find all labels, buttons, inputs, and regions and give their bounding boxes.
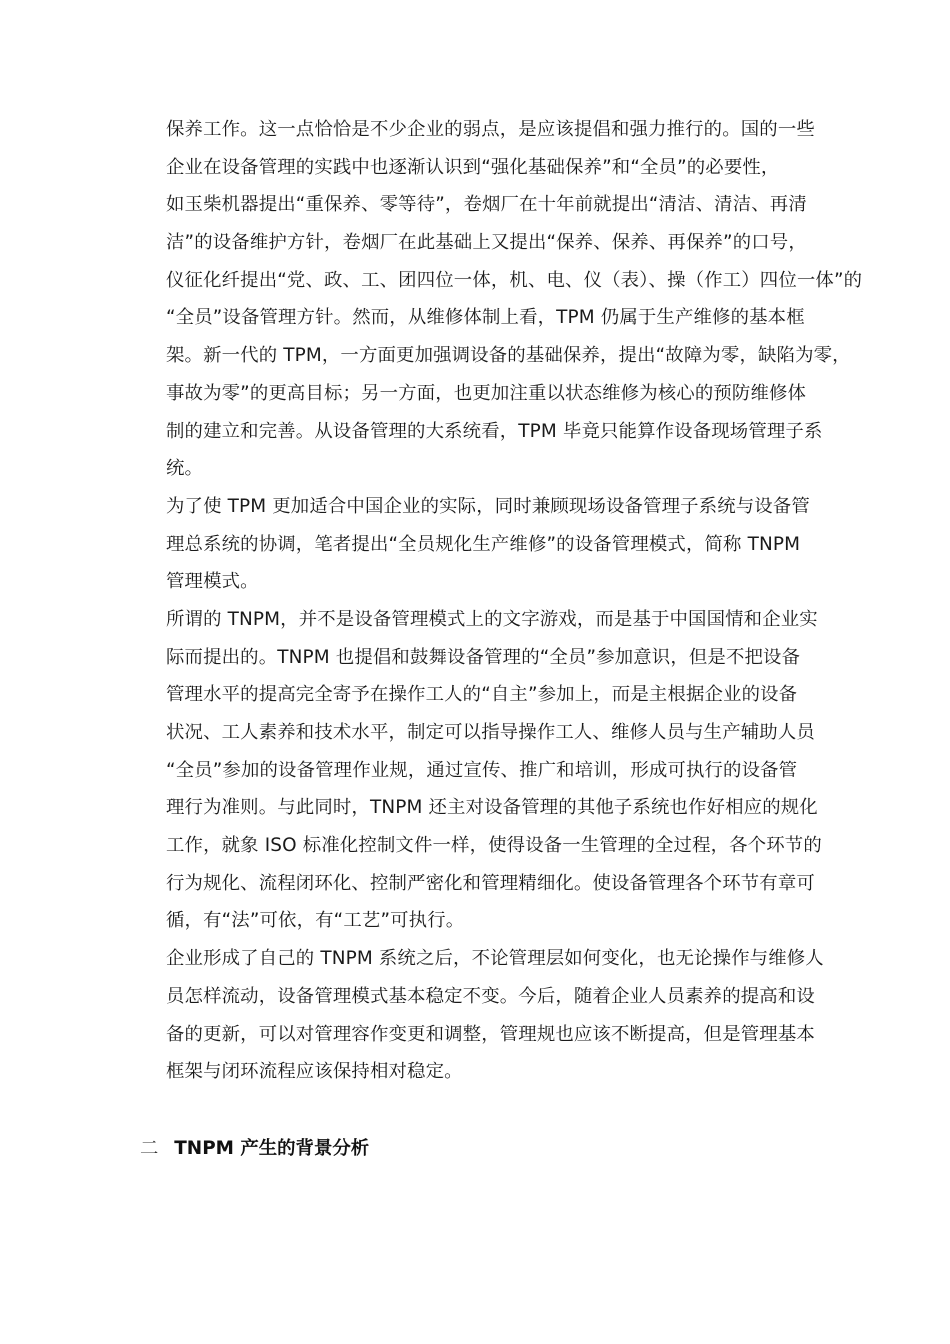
text-line: 际而提出的。TNPM 也提倡和鼓舞设备管理的“全员”参加意识，但是不把设备 [166, 646, 801, 668]
text-line: 制的建立和完善。从设备管理的大系统看，TPM 毕竟只能算作设备现场管理子系 [166, 420, 823, 442]
text-line: 工作，就象 ISO 标准化控制文件一样，使得设备一生管理的全过程，各个环节的 [166, 835, 822, 857]
text-line: 管理水平的提高完全寄予在操作工人的“自主”参加上，而是主根据企业的设备 [166, 684, 798, 706]
text-line: 洁”的设备维护方针，卷烟厂在此基础上又提出“保养、保养、再保养”的口号， [166, 232, 807, 254]
text-line: 仪征化纤提出“党、政、工、团四位一体，机、电、仪（表）、操（作工）四位一体”的 [166, 269, 863, 291]
text-line: 统。 [166, 458, 204, 480]
text-line: 事故为零”的更高目标；另一方面，也更加注重以状态维修为核心的预防维修体 [166, 382, 807, 404]
text-line: 状况、工人素养和技术水平，制定可以指导操作工人、维修人员与生产辅助人员 [166, 722, 815, 743]
text-line: 备的更新，可以对管理容作变更和调整，管理规也应该不断提高，但是管理基本 [166, 1023, 815, 1045]
text-line: 员怎样流动，设备管理模式基本稳定不变。今后，随着企业人员素养的提高和设 [166, 985, 815, 1007]
text-line: 循，有“法”可依，有“工艺”可执行。 [166, 910, 465, 932]
body-text [166, 111, 863, 1091]
text-line: 为了使 TPM 更加适合中国企业的实际，同时兼顾现场设备管理子系统与设备管 [166, 495, 810, 517]
text-line: “全员”参加的设备管理作业规，通过宣传、推广和培训，形成可执行的设备管 [166, 759, 798, 781]
text-line: 理总系统的协调，笔者提出“全员规化生产维修”的设备管理模式，简称 TNPM [166, 533, 801, 555]
section-number: 二 [140, 1138, 159, 1159]
text-line: 企业在设备管理的实践中也逐渐认识到“强化基础保养”和“全员”的必要性， [166, 156, 780, 178]
text-line: 所谓的 TNPM，并不是设备管理模式上的文字游戏，而是基于中国国情和企业实 [166, 608, 818, 630]
text-line: 框架与闭环流程应该保持相对稳定。 [166, 1061, 463, 1083]
text-line: 行为规化、流程闭环化、控制严密化和管理精细化。使设备管理各个环节有章可 [166, 872, 815, 894]
section-title: TNPM 产生的背景分析 [174, 1138, 370, 1159]
text-line: 保养工作。这一点恰恰是不少企业的弱点，是应该提倡和强力推行的。国的一些 [166, 119, 815, 140]
text-line: 如玉柴机器提出“重保养、零等待”，卷烟厂在十年前就提出“清洁、清洁、再清 [166, 194, 807, 216]
text-line: 理行为准则。与此同时，TNPM 还主对设备管理的其他子系统也作好相应的规化 [166, 797, 818, 819]
section-heading [140, 1130, 369, 1168]
text-line: 企业形成了自己的 TNPM 系统之后，不论管理层如何变化，也无论操作与维修人 [166, 948, 824, 970]
text-line: 管理模式。 [166, 571, 259, 593]
text-line: “全员”设备管理方针。然而，从维修体制上看，TPM 仍属于生产维修的基本框 [166, 307, 805, 329]
text-line: 架。新一代的 TPM，一方面更加强调设备的基础保养，提出“故障为零，缺陷为零， [166, 345, 851, 367]
